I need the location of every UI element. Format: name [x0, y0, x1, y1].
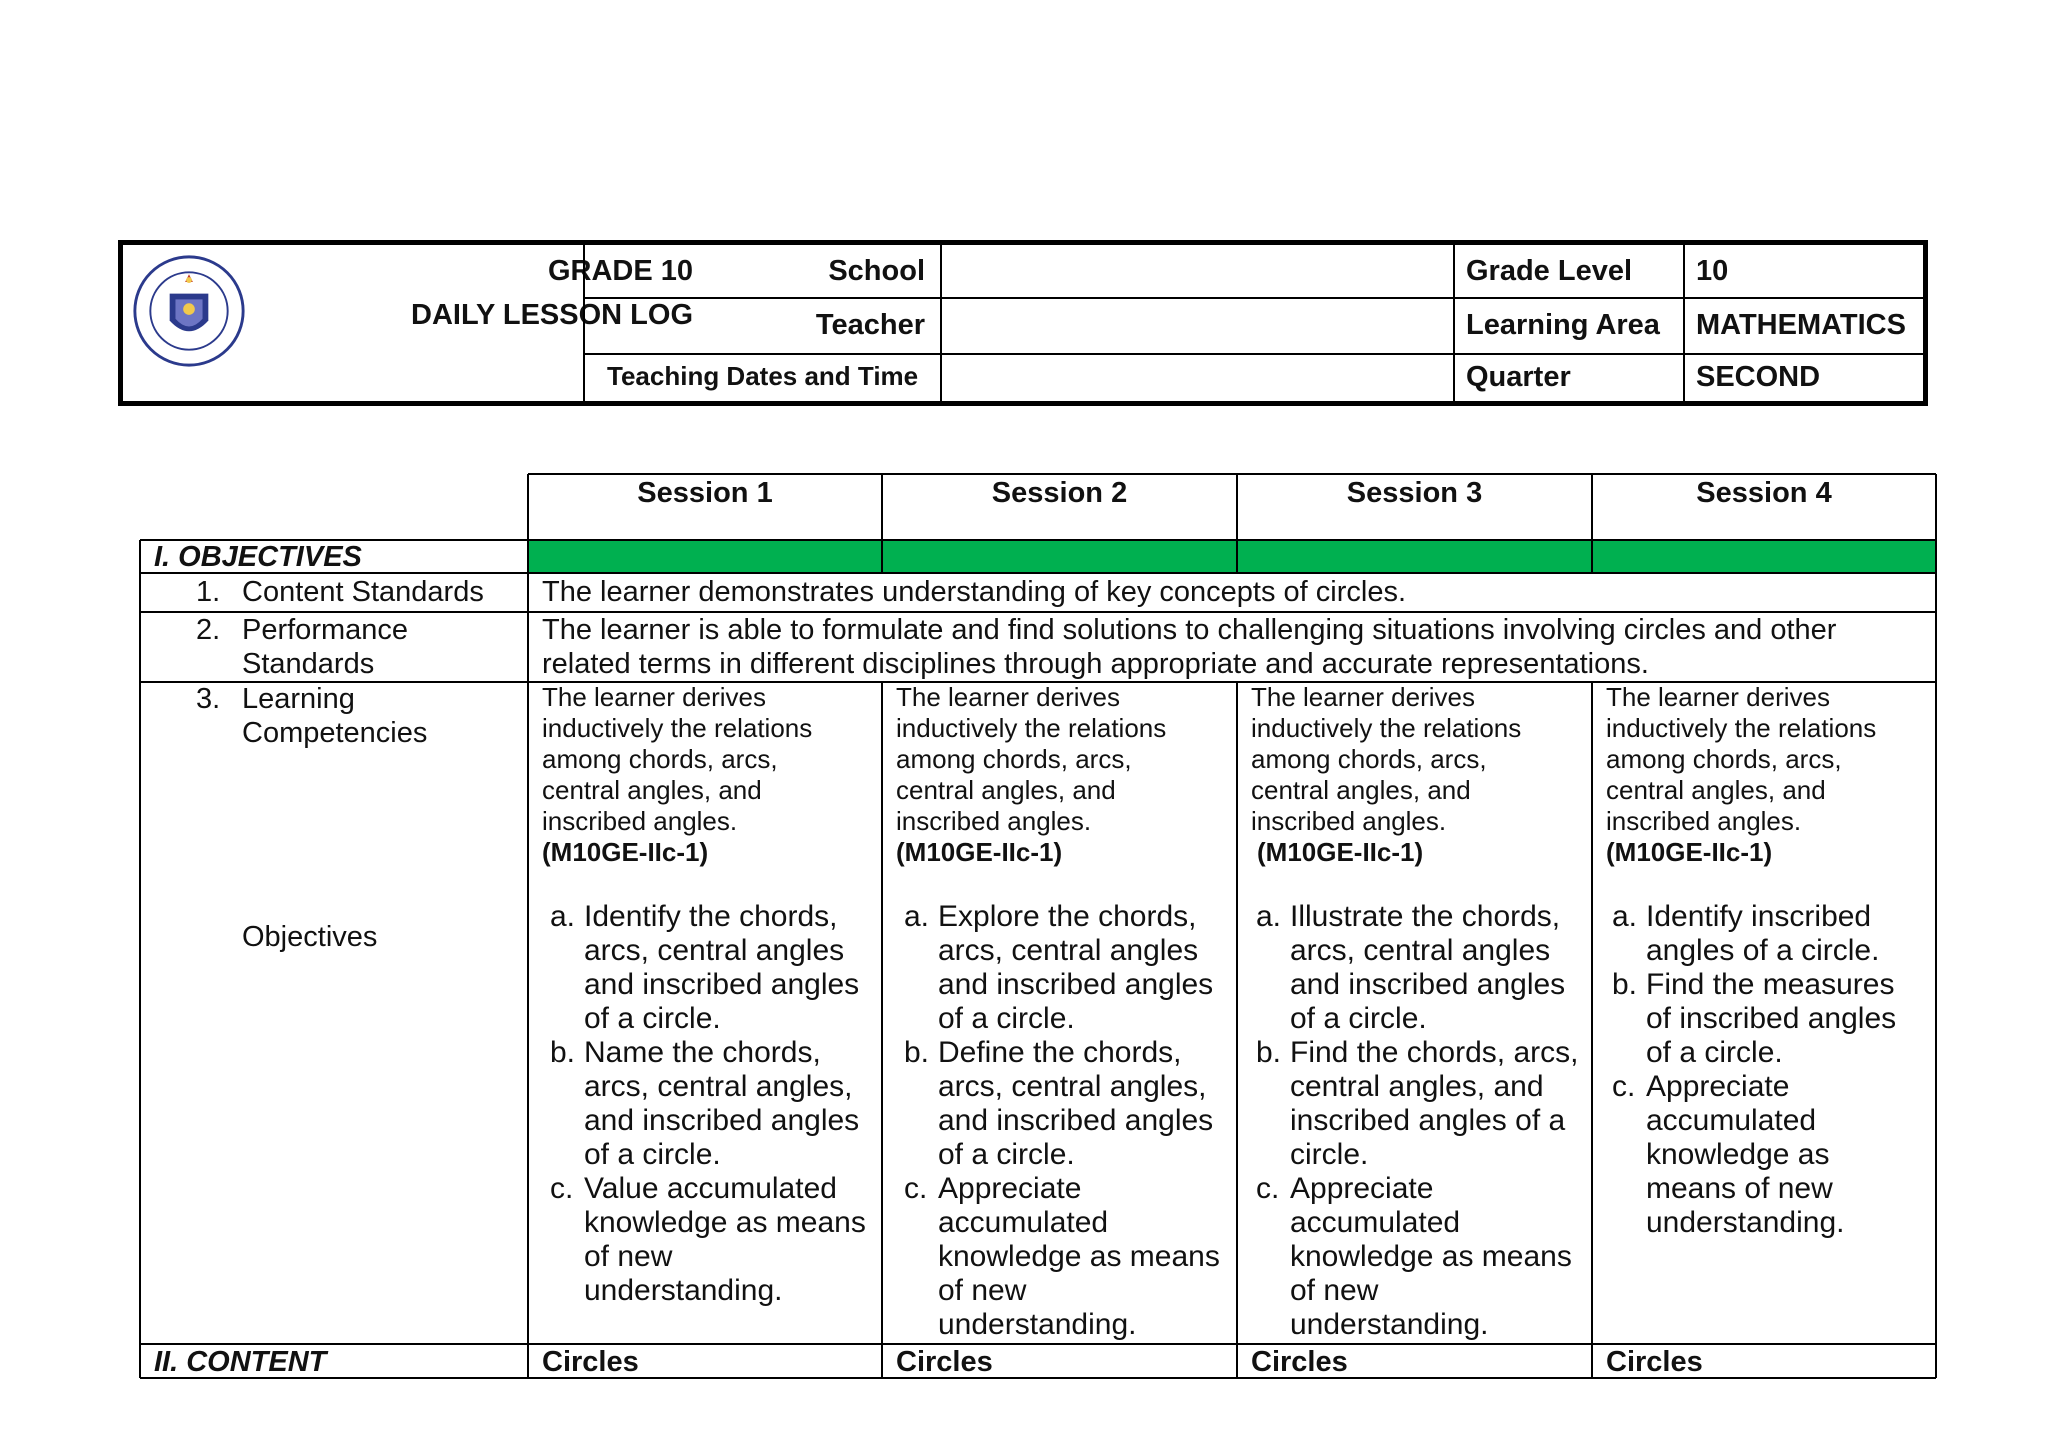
content-session-1: Circles: [542, 1346, 639, 1378]
learning-area-value: MATHEMATICS: [1696, 309, 1906, 341]
competency-line: inscribed angles.: [1606, 806, 1802, 836]
header-divider: [1683, 245, 1685, 401]
objective-item: [550, 1036, 878, 1172]
objective-line: arcs, central angles: [938, 934, 1199, 967]
objective-line: Appreciate: [1646, 1070, 1790, 1103]
competency-block-session-1: [542, 682, 872, 868]
competency-line: central angles, and: [542, 775, 762, 805]
competency-line: The learner derives: [542, 682, 766, 712]
competency-line: The learner derives: [1606, 682, 1830, 712]
objective-line: arcs, central angles,: [938, 1070, 1207, 1103]
objective-line: Illustrate the chords,: [1290, 900, 1561, 933]
competency-line: inductively the relations: [542, 713, 813, 743]
objective-line: and inscribed angles: [1290, 968, 1566, 1001]
competency-line: among chords, arcs,: [1251, 744, 1487, 774]
objective-line: central angles, and: [1290, 1070, 1544, 1103]
objective-line: arcs, central angles,: [584, 1070, 853, 1103]
performance-standards-label-1: Performance: [242, 614, 409, 646]
objective-item: [904, 900, 1234, 1036]
objective-line: of a circle.: [938, 1002, 1075, 1035]
objective-line: means of new: [1646, 1172, 1833, 1205]
objective-item: [1612, 968, 1934, 1070]
objective-line: of a circle.: [1290, 1002, 1427, 1035]
objective-line: understanding.: [1290, 1308, 1489, 1341]
session-header-2: Session 2: [991, 477, 1128, 509]
objective-marker: a.: [1612, 900, 1638, 933]
objective-line: knowledge as means: [584, 1206, 866, 1239]
objective-line: of a circle.: [584, 1138, 721, 1171]
objective-line: Name the chords,: [584, 1036, 821, 1069]
objective-line: and inscribed angles: [938, 1104, 1214, 1137]
objectives-list-session-2: [904, 900, 1234, 1342]
objective-line: and inscribed angles: [584, 968, 860, 1001]
objective-marker: c.: [1612, 1070, 1636, 1103]
objectives-list-session-1: [550, 900, 878, 1308]
objective-line: angles of a circle.: [1646, 934, 1880, 967]
objective-line: arcs, central angles: [1290, 934, 1551, 967]
objective-item: [1612, 900, 1934, 968]
objective-line: Appreciate: [938, 1172, 1082, 1205]
objective-marker: b.: [550, 1036, 576, 1069]
competency-line: The learner derives: [896, 682, 1120, 712]
objective-line: of inscribed angles: [1646, 1002, 1897, 1035]
objective-marker: b.: [1612, 968, 1638, 1001]
quarter-value: SECOND: [1696, 361, 1821, 393]
objective-line: of new: [1290, 1274, 1379, 1307]
objective-marker: c.: [1256, 1172, 1280, 1205]
objective-item: [904, 1172, 1234, 1342]
objective-marker: c.: [550, 1172, 574, 1205]
header-row-line: [583, 297, 1923, 299]
competency-line: among chords, arcs,: [896, 744, 1132, 774]
objective-marker: b.: [1256, 1036, 1282, 1069]
objective-item: [1256, 1036, 1590, 1172]
header-box: [118, 240, 1928, 406]
objective-marker: b.: [904, 1036, 930, 1069]
learning-competencies-label-1: Learning: [242, 683, 355, 715]
objective-line: Define the chords,: [938, 1036, 1182, 1069]
teacher-label: Teacher: [815, 309, 925, 341]
content-session-3: Circles: [1251, 1346, 1348, 1378]
objective-line: knowledge as means: [1290, 1240, 1572, 1273]
quarter-label: Quarter: [1466, 361, 1571, 393]
grade-level-value: 10: [1696, 255, 1729, 287]
objective-line: Value accumulated: [584, 1172, 837, 1205]
content-standards-number: 1.: [196, 576, 221, 608]
objective-line: accumulated: [1290, 1206, 1461, 1239]
competency-line: The learner derives: [1251, 682, 1475, 712]
content-session-2: Circles: [896, 1346, 993, 1378]
objective-line: understanding.: [1646, 1206, 1845, 1239]
session-header-3: Session 3: [1346, 477, 1483, 509]
competency-block-session-3: [1251, 682, 1581, 868]
objective-item: [550, 1172, 878, 1308]
content-standards-label: Content Standards: [242, 576, 484, 608]
competency-line: central angles, and: [1251, 775, 1471, 805]
objective-line: understanding.: [938, 1308, 1137, 1341]
session-header-1: Session 1: [637, 477, 773, 509]
objective-line: and inscribed angles: [938, 968, 1214, 1001]
competency-line: inscribed angles.: [896, 806, 1092, 836]
competency-block-session-4: [1606, 682, 1926, 868]
objective-line: knowledge as: [1646, 1138, 1830, 1171]
performance-standards-text-line-2: related terms in different disciplines through appropriate and accurate representations.: [542, 648, 1649, 680]
objective-line: accumulated: [938, 1206, 1109, 1239]
learning-competencies-label-2: Competencies: [242, 717, 428, 749]
objective-line: and inscribed angles: [584, 1104, 860, 1137]
objectives-heading: I. OBJECTIVES: [154, 541, 362, 573]
objective-line: arcs, central angles: [584, 934, 845, 967]
competency-line: inscribed angles.: [1251, 806, 1447, 836]
objective-item: [550, 900, 878, 1036]
daily-lesson-log-title: DAILY LESSON LOG: [411, 299, 693, 331]
header-divider: [940, 245, 942, 401]
session-header-4: Session 4: [1696, 477, 1832, 509]
learning-competencies-number: 3.: [196, 683, 221, 715]
deped-seal-logo: [131, 253, 247, 369]
objective-line: Explore the chords,: [938, 900, 1197, 933]
objective-line: of new: [584, 1240, 673, 1273]
learning-area-label: Learning Area: [1466, 309, 1660, 341]
competency-line: inductively the relations: [1606, 713, 1877, 743]
objective-line: Appreciate: [1290, 1172, 1434, 1205]
header-row-line: [583, 353, 1923, 355]
grade-level-label: Grade Level: [1466, 255, 1633, 287]
objective-marker: a.: [904, 900, 930, 933]
objective-line: understanding.: [584, 1274, 783, 1307]
objectives-list-session-3: [1256, 900, 1590, 1342]
objective-marker: a.: [550, 900, 576, 933]
grade-title: GRADE 10: [547, 255, 693, 287]
competency-line: inscribed angles.: [542, 806, 738, 836]
competency-line: central angles, and: [896, 775, 1116, 805]
competency-code: (M10GE-IIc-1): [896, 837, 1063, 867]
content-session-4: Circles: [1606, 1346, 1703, 1378]
objective-line: of new: [938, 1274, 1027, 1307]
competency-line: central angles, and: [1606, 775, 1826, 805]
objective-item: [904, 1036, 1234, 1172]
competency-line: among chords, arcs,: [1606, 744, 1842, 774]
content-heading: II. CONTENT: [154, 1346, 327, 1378]
competency-line: among chords, arcs,: [542, 744, 778, 774]
objective-line: Identify inscribed: [1646, 900, 1872, 933]
objective-line: of a circle.: [584, 1002, 721, 1035]
objective-line: Find the chords, arcs,: [1290, 1036, 1579, 1069]
objective-marker: a.: [1256, 900, 1282, 933]
competency-line: inductively the relations: [1251, 713, 1522, 743]
objectives-label: Objectives: [242, 921, 378, 953]
header-divider: [1453, 245, 1455, 401]
performance-standards-text-line-1: The learner is able to formulate and find solutions to challenging situations involving circles and other: [542, 614, 1837, 646]
performance-standards-label-2: Standards: [242, 648, 375, 680]
objective-line: inscribed angles of a: [1290, 1104, 1566, 1137]
objective-line: Identify the chords,: [584, 900, 838, 933]
objective-marker: c.: [904, 1172, 928, 1205]
competency-code: (M10GE-IIc-1): [1606, 837, 1773, 867]
objective-line: of a circle.: [938, 1138, 1075, 1171]
objective-line: Find the measures: [1646, 968, 1895, 1001]
objective-item: [1256, 1172, 1590, 1342]
content-standards-text: The learner demonstrates understanding of key concepts of circles.: [542, 576, 1407, 608]
objectives-band: [528, 540, 1936, 573]
objective-line: circle.: [1290, 1138, 1369, 1171]
objective-item: [1612, 1070, 1934, 1240]
objectives-list-session-4: [1612, 900, 1934, 1240]
objective-item: [1256, 900, 1590, 1036]
school-label: School: [828, 255, 925, 287]
teaching-dates-label: Teaching Dates and Time: [607, 361, 919, 391]
objective-line: accumulated: [1646, 1104, 1817, 1137]
competency-line: inductively the relations: [896, 713, 1167, 743]
objective-line: of a circle.: [1646, 1036, 1783, 1069]
competency-code: (M10GE-IIc-1): [542, 837, 709, 867]
competency-block-session-2: [896, 682, 1226, 868]
performance-standards-number: 2.: [196, 614, 221, 646]
objective-line: knowledge as means: [938, 1240, 1220, 1273]
competency-code: (M10GE-IIc-1): [1257, 837, 1424, 867]
